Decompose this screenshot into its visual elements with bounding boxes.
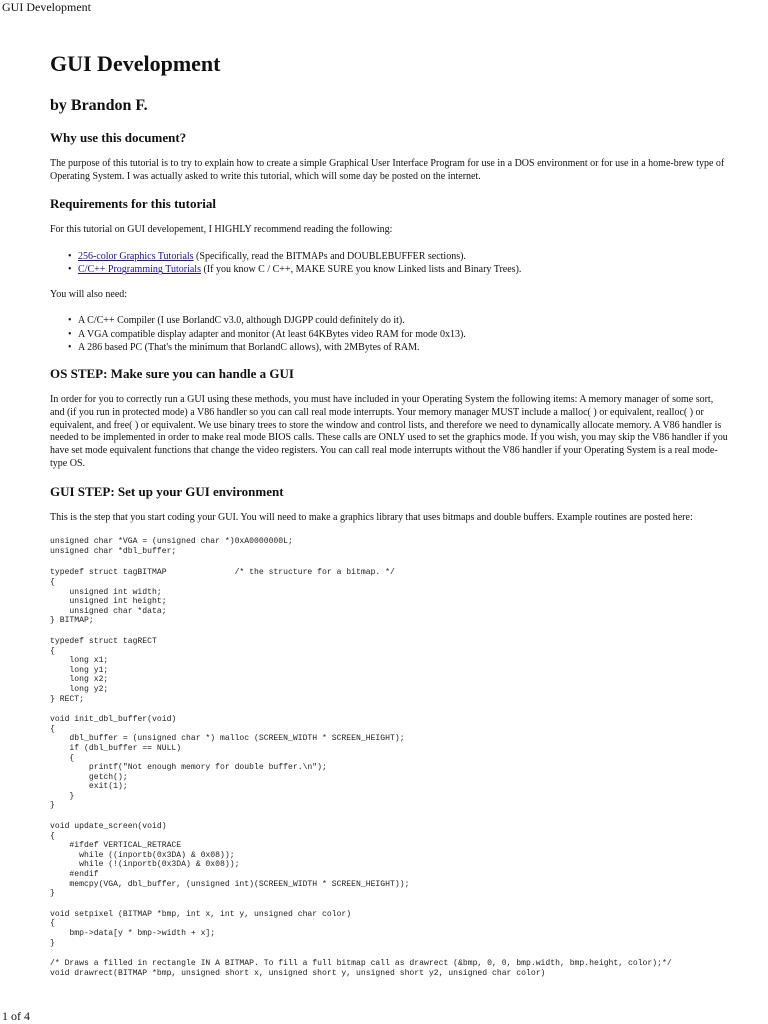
author-byline: by Brandon F. xyxy=(50,97,148,114)
list-item xyxy=(78,250,730,263)
section-heading-os-step: OS STEP: Make sure you can handle a GUI xyxy=(50,366,294,382)
section-heading-gui-step: GUI STEP: Set up your GUI environment xyxy=(50,483,284,499)
code-block-update-screen: void update_screen(void) { #ifdef VERTICAL_RETRACE while ((inportb(0x3DA) & 0x08)); while (!(inportb(0x3DA) & 0x08)); #endif memcpy(VGA, dbl_buffer, (unsigned int)(SCREEN_WIDTH * SCREEN_HEIGHT)); } xyxy=(50,822,410,899)
list-item-text: (Specifically, read the BITMAPs and DOUBLEBUFFER sections). xyxy=(193,251,466,263)
link-programming-tutorials[interactable]: C/C++ Programming Tutorials xyxy=(78,264,201,276)
code-block-init-buffer: void init_dbl_buffer(void) { dbl_buffer = (unsigned char *) malloc (SCREEN_WIDTH * SCREEN_HEIGHT); if (dbl_buffer == NULL) { printf("Not enough memory for double buffer.\n"); getch(); exit(1); } } xyxy=(50,715,405,811)
recommended-reading-list xyxy=(50,250,730,277)
page-title: GUI Development xyxy=(50,51,221,76)
section-paragraph-gui-step: This is the step that you start coding your GUI. You will need to make a graphics library that uses bitmaps and double buffers. Example routines are posted here: xyxy=(50,511,693,523)
section-paragraph-requirements: For this tutorial on GUI developement, I HIGHLY recommend reading the following: xyxy=(50,224,393,236)
section-paragraph-why: The purpose of this tutorial is to try to explain how to create a simple Graphical User Interface Program for use in a DOS environment or for use in a home-brew type of Operating System. I was actually asked to write this tutorial, which will some day be posted on the internet. xyxy=(50,158,725,182)
list-item xyxy=(78,263,730,276)
also-need-label: You will also need: xyxy=(50,288,128,300)
list-item: • A 286 based PC (That's the minimum that BorlandC allows), with 2MBytes of RAM. xyxy=(78,341,730,354)
list-item-text: (If you know C / C++, MAKE SURE you know Linked lists and Binary Trees). xyxy=(200,264,522,276)
code-block-bitmap-struct: typedef struct tagBITMAP /* the structure for a bitmap. */ { unsigned int width; unsigned int height; unsigned char *data; } BITMAP; xyxy=(50,568,395,626)
link-graphics-tutorials[interactable]: 256-color Graphics Tutorials xyxy=(78,251,194,263)
list-item: • A C/C++ Compiler (I use BorlandC v3.0, although DJGPP could definitely do it). xyxy=(78,314,730,327)
code-block-drawrect: /* Draws a filled in rectangle IN A BITMAP. To fill a full bitmap call as drawrect (&bmp, 0, 0, bmp.width, bmp.height, color);*/ void drawrect(BITMAP *bmp, unsigned short x, unsigned short y, unsigned short y2, unsigned char color) xyxy=(50,959,672,978)
document-body xyxy=(50,50,730,978)
code-block-globals: unsigned char *VGA = (unsigned char *)0xA0000000L; unsigned char *dbl_buffer; xyxy=(50,537,293,556)
page-number: 1 of 4 xyxy=(2,1009,30,1023)
code-block-rect-struct: typedef struct tagRECT { long x1; long y1; long x2; long y2; } RECT; xyxy=(50,636,157,704)
code-block-setpixel: void setpixel (BITMAP *bmp, int x, int y, unsigned char color) { bmp->data[y * bmp->width + x]; } xyxy=(50,909,352,948)
section-heading-why: Why use this document? xyxy=(50,130,187,145)
requirements-list xyxy=(50,314,730,354)
list-item: • A VGA compatible display adapter and monitor (At least 64KBytes video RAM for mode 0x13). xyxy=(78,328,730,341)
section-heading-requirements: Requirements for this tutorial xyxy=(50,196,216,212)
section-paragraph-os-step: In order for you to correctly run a GUI using these methods, you must have included in your Operating System the following items: A memory manager of some sort, and (if you run in protected mode) a V86 handler so you can call real mode interrupts. Your memory manager MUST include a malloc( ) or equivalent, realloc( ) or equivalent, and free( ) or equivalent. We use binary trees to store the window and control lists, and therefore we need to dynamically allocate memory. A V86 handler is needed to be implemented in order to make real mode BIOS calls. These calls are ONLY used to set the graphics mode. If you wish, you may skip the V86 handler if you have set mode equivalent functions that change the video registers. You can call real mode interrupts without the V86 handler if your Operating System is a real mode-type OS. xyxy=(50,394,728,469)
print-header-title: GUI Development xyxy=(2,0,91,14)
